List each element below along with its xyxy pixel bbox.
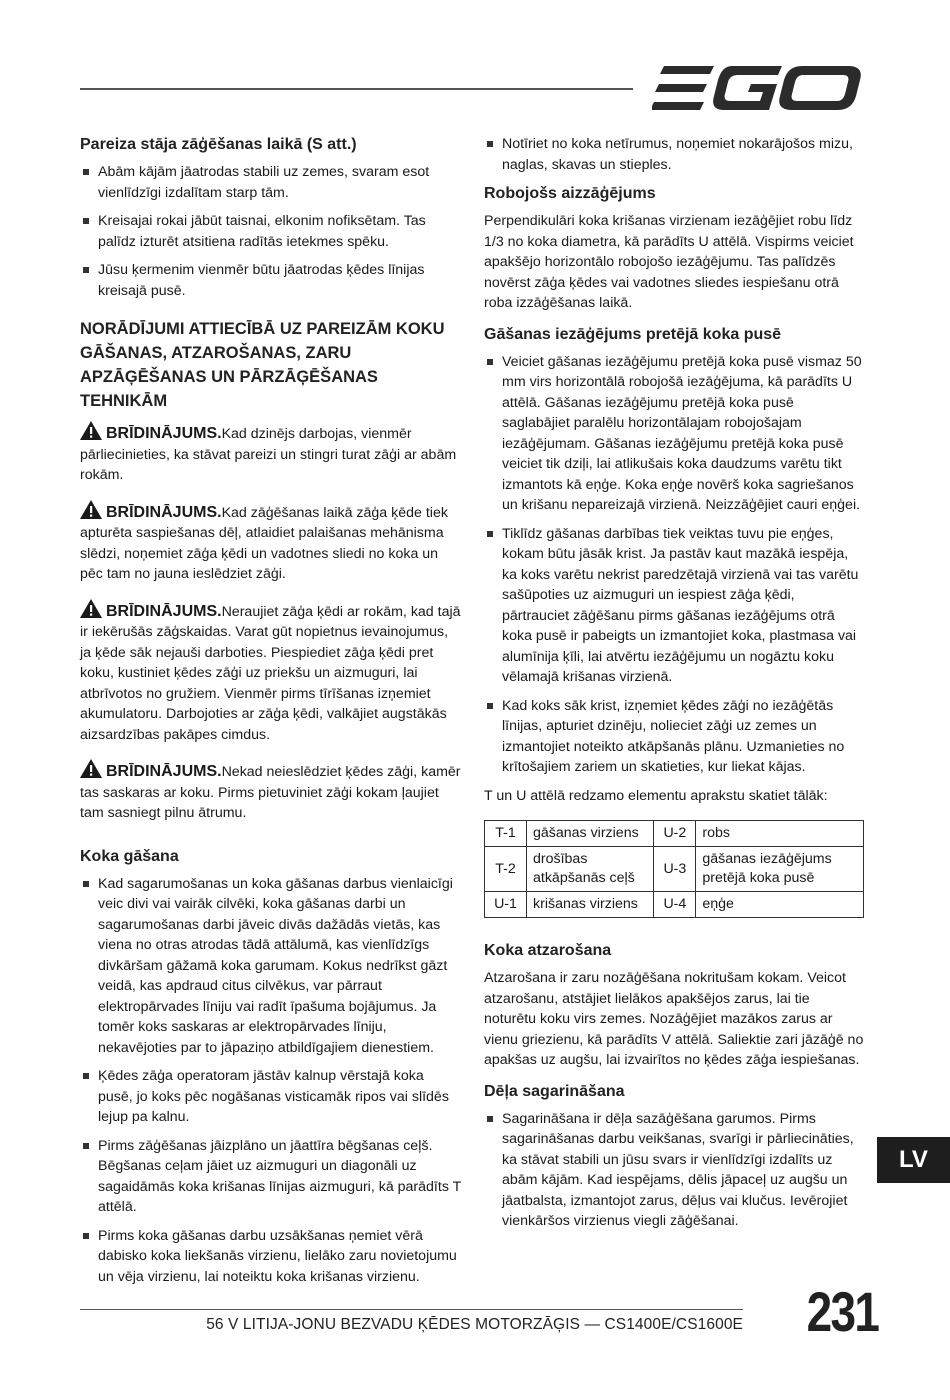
warning-triangle-icon <box>80 599 102 618</box>
legend-desc: eņģe <box>696 892 864 918</box>
warning-block <box>80 759 462 824</box>
section-heading-felling: Koka gāšana <box>80 847 179 865</box>
legend-desc: drošības atkāpšanās ceļš <box>527 847 654 892</box>
legend-code: U-1 <box>485 892 527 918</box>
table-row <box>485 847 864 892</box>
warning-label: BRĪDINĀJUMS. <box>106 503 222 521</box>
limbing-paragraph: Atzarošana ir zaru nozāģēšana nokritušam kokam. Veicot atzarošanu, atstājiet lielākos apakšējos zarus, lai tie noturētu koku virs zemes. Nozāģējiet mazākos zarus ar vienu griezienu, kā parādīts V attēlā. Saliektie zari jāzāģē no apakšas uz augšu, lai izvairītos no ķēdes zāģa iespiešanas. <box>484 970 864 1068</box>
right-column <box>484 134 864 1240</box>
section-heading-limbing: Koka atzarošana <box>484 942 612 959</box>
warning-block <box>80 500 462 585</box>
list-item: Pirms zāģēšanas jāizplāno un jāattīra bēgšanas ceļš. Bēgšanas ceļam jāiet uz aizmuguri un diagonāli uz sagaidāmās koka krišanas līnijas aizmuguri, kā parādīts T attēlā. <box>80 1136 462 1218</box>
warning-triangle-icon <box>80 500 102 519</box>
legend-desc: gāšanas virziens <box>527 821 654 847</box>
warning-block <box>80 599 462 746</box>
warning-text: Kad zāģēšanas laikā zāģa ķēde tiek apturēta saspiešanas dēļ, atlaidiet palaišanas mehānisma slēdzi, noņemiet zāģa ķēdi un vadotnes sliedi no koka un pēc tam no jauna ieslēdziet zāģi. <box>80 504 448 582</box>
legend-code: T-2 <box>485 847 527 892</box>
table-row <box>485 892 864 918</box>
list-item: Kad sagarumošanas un koka gāšanas darbus vienlaicīgi veic divi vai vairāk cilvēki, koka gāšanas darbi un sagarumošanas darbi jāveic divās dažādās vietās, kas viena no otras atrodas tādā attālumā, kas vienlīdzīgs divkāršam gāžamā koka garumam. Kokus nedrīkst gāzt veidā, kas apdraud citus cilvēkus, var pārraut elektropārvades līniju vai radīt īpašuma bojājumus. Ja tomēr koks saskaras ar elektropārvades līniju, nekavējoties par to jāpaziņo atbildīgajiem dienestiem. <box>80 874 462 1059</box>
legend-desc: gāšanas iezāģējums pretējā koka pusē <box>696 847 864 892</box>
footer-title: 56 V LITIJA-JONU BEZVADU ĶĒDES MOTORZĀĢIS — CS1400E/CS1600E <box>206 1316 743 1333</box>
section-heading-notch: Robojošs aizzāģējums <box>484 185 656 202</box>
legend-code: T-1 <box>485 821 527 847</box>
legend-code: U-2 <box>654 821 696 847</box>
left-column <box>80 134 462 1295</box>
page-number: 231 <box>806 1280 879 1343</box>
warning-triangle-icon <box>80 759 102 778</box>
list-item: Notīriet no koka netīrumus, noņemiet nokarājošos mizu, naglas, skavas un stieples. <box>484 134 864 175</box>
back-cut-list <box>484 352 864 778</box>
legend-table <box>484 820 864 918</box>
felling-list <box>80 874 462 1288</box>
warning-label: BRĪDINĀJUMS. <box>106 763 222 780</box>
list-item: Tiklīdz gāšanas darbības tiek veiktas tuvu pie eņģes, kokam būtu jāsāk krist. Ja pastāv kaut mazākā iespēja, ka koks varētu nekrist paredzētajā virzienā vai tas varētu sašūpoties uz aizmuguri un iespiest zāģa ķēdi, pārtrauciet zāģēšanu pirms gāšanas iezāģējums otrā koka pusē ir pabeigts un izmantojiet koka, plastmasa vai alumīnija ķīli, lai atvērtu iezāģējumu un nogāztu koku vēlamajā krišanas virzienā. <box>484 524 864 688</box>
table-row <box>485 821 864 847</box>
language-tab: LV <box>877 1137 950 1183</box>
list-item: Kad koks sāk krist, izņemiet ķēdes zāģi no iezāģētās līnijas, apturiet dzinēju, nolieciet zāģi uz zemes un izmantojiet noteikto atkāpšanās plānu. Uzmanieties no krītošajiem zariem un skatieties, kur liekat kājas. <box>484 696 864 778</box>
section-heading-stance: Pareiza stāja zāģēšanas laikā (S att.) <box>80 136 357 153</box>
legend-desc: robs <box>696 821 864 847</box>
bucking-list <box>484 1109 864 1232</box>
list-item: Abām kājām jāatrodas stabili uz zemes, svaram esot vienlīdzīgi izdalītam starp tām. <box>80 162 462 203</box>
warning-text: Nekad neieslēdziet ķēdes zāģi, kamēr tas saskaras ar koku. Pirms pietuviniet zāģi kokam ļaujiet tam sasniegt pilnu ātrumu. <box>80 764 461 821</box>
legend-intro: T un U attēlā redzamo elementu aprakstu skatiet tālāk: <box>484 787 828 804</box>
warning-label: BRĪDINĀJUMS. <box>106 602 222 620</box>
footer-rule <box>80 1309 743 1310</box>
legend-code: U-3 <box>654 847 696 892</box>
section-heading-back-cut: Gāšanas iezāģējums pretējā koka pusē <box>484 325 782 343</box>
list-item: Veiciet gāšanas iezāģējumu pretējā koka pusē vismaz 50 mm virs horizontālā robojošā iezāģējuma, kā parādīts U attēlā. Gāšanas iezāģējumu pretējā koka pusē saglabājiet paralēlu horizontālajam robojošajam iezāģējumam. Gāšanas iezāģējumu pretējā koka pusē veiciet tik dziļi, lai atlikušais koka daudzums varētu tikt izmantots kā eņģe. Koka eņģe novērš koka sagriešanos un krišanu nepareizajā virzienā. Neizzāģējiet cauri eņģei. <box>484 352 864 516</box>
list-item: Sagarināšana ir dēļa sazāģēšana garumos. Pirms sagarināšanas darbu veikšanas, svarīgi ir pārliecināties, ka stāvat stabili un jūsu svars ir vienlīdzīgi izdalīts uz abām kājām. Kad iespējams, dēlis jāpaceļ uz augšu un jāatbalsta, izmantojot zarus, dēļus vai klučus. Ievērojiet vienkāršos virzienus viegli zāģēšanai. <box>484 1109 864 1232</box>
list-item: Jūsu ķermenim vienmēr būtu jāatrodas ķēdes līnijas kreisajā pusē. <box>80 260 462 301</box>
notch-paragraph: Perpendikulāri koka krišanas virzienam iezāģējiet robu līdz 1/3 no koka diametra, kā parādīts U attēlā. Vispirms veiciet apakšējo horizontālo robojošo iezāģējumu. Tas palīdzēs novērst zāģa ķēdes vai vadotnes sliedes iespiešanu otrā roba izzāģēšanas laikā. <box>484 213 854 311</box>
warning-block <box>80 421 462 486</box>
stance-list <box>80 162 462 301</box>
header-rule <box>80 88 633 90</box>
warning-text: Neraujiet zāģa ķēdi ar rokām, kad tajā ir iekērušās zāģskaidas. Varat gūt nopietnus ievainojumus, ja ķēde sāk nejauši darboties. Piespiediet zāģa ķēdi pret koku, kustiniet ķēdes zāģi uz priekšu un aizmuguri, lai atbrīvotos no gružiem. Vienmēr pirms tīrīšanas izņemiet akumulatoru. Darbojoties ar zāģa ķēdi, valkājiet augstākās aizsardzības pakāpes cimdus. <box>80 603 461 743</box>
list-item: Ķēdes zāģa operatoram jāstāv kalnup vērstajā koka pusē, jo koks pēc nogāšanas visticamāk ripos vai slīdēs lejup pa kalnu. <box>80 1066 462 1128</box>
list-item: Kreisajai rokai jābūt taisnai, elkonim nofiksētam. Tas palīdz izturēt atsitiena radītās ietekmes spēku. <box>80 211 462 252</box>
warning-triangle-icon <box>80 421 102 440</box>
legend-desc: krišanas virziens <box>527 892 654 918</box>
section-heading-bucking: Dēļa sagarināšana <box>484 1082 625 1100</box>
legend-code: U-4 <box>654 892 696 918</box>
clean-list <box>484 134 864 175</box>
section-heading-techniques: NORĀDĪJUMI ATTIECĪBĀ UZ PAREIZĀM KOKU GĀŠANAS, ATZAROŠANAS, ZARU APZĀĢĒŠANAS UN PĀRZĀĢĒŠANAS TEHNIKĀM <box>80 320 445 410</box>
warning-text: Kad dzinējs darbojas, vienmēr pārliecinieties, ka stāvat pareizi un stingri turat zāģi ar abām rokām. <box>80 426 457 483</box>
ego-logo <box>652 64 862 112</box>
warning-label: BRĪDINĀJUMS. <box>106 425 222 442</box>
list-item: Pirms koka gāšanas darbu uzsākšanas ņemiet vērā dabisko koka liekšanās virzienu, lielāko zaru novietojumu un vēja virzienu, lai noteiktu koka krišanas virzienu. <box>80 1226 462 1288</box>
